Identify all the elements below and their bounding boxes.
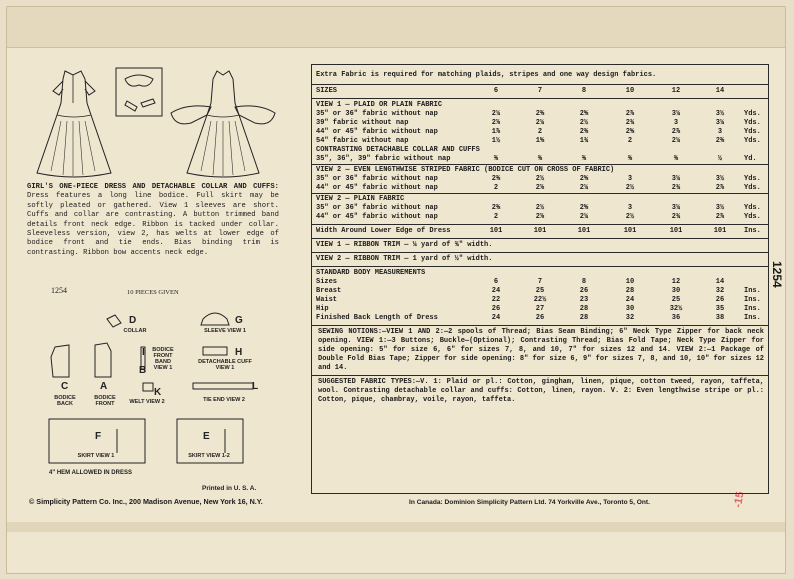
size-7-value: 7 xyxy=(537,278,543,286)
suggested-fabrics: SUGGESTED FABRIC TYPES:—V. 1: Plaid or pl.: Cotton, gingham, linen, pique, cotton tweed, rayon, taffeta, wool. Contrasting detachable collar and cuffs: Cotton, linen, rayon. V. 2: Even lengthwise stripe or pl.: Cotton, pique, chambray, voile, rayon, taffeta. xyxy=(318,378,764,404)
sewing-notions: SEWING NOTIONS:—VIEW 1 AND 2:—2 spools of Thread; Bias Seam Binding; 6" Neck Type Zipper for back neck opening. VIEW 1:—3 Buttons; Buckle—(Optional); Contrasting Thread; Bias Fold Tape; Neck Type Zipper for side opening: 5" for size 6, 6" for sizes 7, 8, and 10, 7" for sizes 12 and 14. VIEW 2:—1 Package of Double Fold Bias Tape; Zipper for side opening: 8" for size 6, 9" for sizes 7, 8, and 10, 10" for sizes 12 and 14. xyxy=(318,328,764,372)
canada-line: In Canada: Dominion Simplicity Pattern Ltd. 74 Yorkville Ave., Toronto 5, Ont. xyxy=(409,499,650,506)
size-7-value: 26 xyxy=(535,314,545,322)
table-rule xyxy=(312,375,768,376)
size-7-value: 1⅝ xyxy=(535,137,545,145)
row-label: Width Around Lower Edge of Dress xyxy=(316,227,451,235)
size-12-value: 3¼ xyxy=(671,175,681,183)
size-12-value: 2⅞ xyxy=(671,128,681,136)
row-label: Breast xyxy=(316,287,342,295)
size-7-value: 7 xyxy=(537,87,543,95)
hem-note: 4" HEM ALLOWED IN DRESS xyxy=(49,470,132,476)
size-8-value: 28 xyxy=(579,314,589,322)
piece-f-letter: F xyxy=(95,431,102,442)
row-label: 44" or 45" fabric without nap xyxy=(316,213,438,221)
size-14-value: 2⅞ xyxy=(715,213,725,221)
size-6-value: 2⅛ xyxy=(491,119,501,127)
size-14-value: 14 xyxy=(715,278,725,286)
size-6-value: 2⅜ xyxy=(491,175,501,183)
size-12-value: 36 xyxy=(671,314,681,322)
size-8-value: 2¼ xyxy=(579,213,589,221)
table-rule xyxy=(312,252,768,253)
size-6-value: 2⅜ xyxy=(491,204,501,212)
piece-k-letter: K xyxy=(154,387,162,398)
table-rule xyxy=(312,98,768,99)
size-8-value: 2⅝ xyxy=(579,110,589,118)
size-8-value: ⅜ xyxy=(581,155,587,163)
size-8-value: 26 xyxy=(579,287,589,295)
price-stamp: -15 xyxy=(731,490,747,509)
row-unit: Yds. xyxy=(744,110,761,118)
table-rule xyxy=(312,325,768,326)
row-unit: Ins. xyxy=(744,227,761,235)
size-12-value: 2¼ xyxy=(671,137,681,145)
size-14-value: 3½ xyxy=(715,204,725,212)
size-7-value: 2⅜ xyxy=(535,110,545,118)
size-14-value: 101 xyxy=(713,227,727,235)
size-10-value: 3 xyxy=(627,175,633,183)
size-12-value: 30 xyxy=(671,287,681,295)
size-8-value: 2⅜ xyxy=(579,128,589,136)
size-12-value: 25 xyxy=(671,296,681,304)
section-heading: CONTRASTING DETACHABLE COLLAR AND CUFFS xyxy=(316,146,480,154)
size-7-value: 22½ xyxy=(533,296,547,304)
fold-crease xyxy=(7,522,785,532)
size-7-value: 2½ xyxy=(535,175,545,183)
size-14-value: 2⅜ xyxy=(715,137,725,145)
size-10-value: 2⅞ xyxy=(625,110,635,118)
size-6-value: 6 xyxy=(493,278,499,286)
yardage-table xyxy=(311,64,769,494)
ribbon-trim-view-2: VIEW 2 — RIBBON TRIM — 1 yard of ½" width. xyxy=(316,255,493,263)
row-label: 44" or 45" fabric without nap xyxy=(316,184,438,192)
size-7-value: 2 xyxy=(537,128,543,136)
envelope-flap xyxy=(7,7,785,48)
size-14-value: 26 xyxy=(715,296,725,304)
side-pattern-number: 1254 xyxy=(770,261,784,288)
piece-h-letter: H xyxy=(235,347,243,358)
description-body: Dress features a long line bodice. Full skirt may be softly pleated or gathered. View 1 sleeves are short. Cuffs and collar are contrasting. A button trimmed band details front neck edge. Ribbon is tacked under collar. Sleeveless version, view 2, has welts at lower edge of bodice front and tie ends. Bias binding trim is contrasting. Ribbon bow accents neck edge. xyxy=(27,192,279,257)
size-8-value: 2½ xyxy=(579,119,589,127)
row-label: Waist xyxy=(316,296,338,304)
size-8-value: 1¾ xyxy=(579,137,589,145)
size-8-value: 101 xyxy=(577,227,591,235)
piece-a-label: BODICE FRONT xyxy=(94,395,116,407)
piece-i-letter: I xyxy=(142,347,145,358)
extra-fabric-note: Extra Fabric is required for matching plaids, stripes and one way design fabrics. xyxy=(316,71,657,79)
size-14-value: 3 xyxy=(717,128,723,136)
row-label: 54" fabric without nap xyxy=(316,137,409,145)
piece-c-letter: C xyxy=(61,381,69,392)
size-8-value: 23 xyxy=(579,296,589,304)
size-12-value: ⅜ xyxy=(673,155,679,163)
size-6-value: 1½ xyxy=(491,137,501,145)
size-10-value: 2 xyxy=(627,137,633,145)
size-6-value: 2¼ xyxy=(491,110,501,118)
size-14-value: 35 xyxy=(715,305,725,313)
printed-in-usa: Printed in U. S. A. xyxy=(202,485,257,492)
size-6-value: ⅜ xyxy=(493,155,499,163)
piece-b-letter: B xyxy=(139,365,147,376)
dress-back-view-illustration xyxy=(35,69,113,181)
piece-d-letter: D xyxy=(129,315,137,326)
size-7-value: 101 xyxy=(533,227,547,235)
size-12-value: 101 xyxy=(669,227,683,235)
size-12-value: 2¾ xyxy=(671,184,681,192)
size-10-value: 28 xyxy=(625,287,635,295)
size-10-value: 3 xyxy=(627,204,633,212)
table-rule xyxy=(312,224,768,225)
row-unit: Yds. xyxy=(744,184,761,192)
piece-i-label: BODICE FRONT BAND VIEW 1 xyxy=(152,347,174,371)
row-unit: Ins. xyxy=(744,305,761,313)
row-unit: Yds. xyxy=(744,119,761,127)
size-10-value: 10 xyxy=(625,87,635,95)
row-label: 44" or 45" fabric without nap xyxy=(316,128,438,136)
size-7-value: 2⅛ xyxy=(535,184,545,192)
size-8-value: 8 xyxy=(581,87,587,95)
size-6-value: 24 xyxy=(491,287,501,295)
size-7-value: 25 xyxy=(535,287,545,295)
size-7-value: 27 xyxy=(535,305,545,313)
table-rule xyxy=(312,84,768,85)
size-12-value: 3 xyxy=(673,119,679,127)
body-measurements-heading: STANDARD BODY MEASUREMENTS xyxy=(316,269,426,277)
row-unit: Yds. xyxy=(744,137,761,145)
pattern-number: 1254 xyxy=(51,286,67,295)
size-10-value: 24 xyxy=(625,296,635,304)
section-heading: VIEW 2 — EVEN LENGTHWISE STRIPED FABRIC (BODICE CUT ON CROSS OF FABRIC) xyxy=(316,166,615,174)
piece-h-label: DETACHABLE CUFF VIEW 1 xyxy=(198,359,252,371)
size-14-value: 32 xyxy=(715,287,725,295)
size-12-value: 3¼ xyxy=(671,110,681,118)
piece-d-label: COLLAR xyxy=(123,328,147,334)
size-10-value: 2⅝ xyxy=(625,128,635,136)
row-unit: Yd. xyxy=(744,155,757,163)
row-unit: Yds. xyxy=(744,175,761,183)
piece-g-label: SLEEVE VIEW 1 xyxy=(204,328,246,334)
description-title: GIRL'S ONE-PIECE DRESS AND DETACHABLE COLLAR AND CUFFS: xyxy=(27,183,279,191)
row-unit: Ins. xyxy=(744,287,761,295)
size-12-value: 3¼ xyxy=(671,204,681,212)
size-7-value: ⅜ xyxy=(537,155,543,163)
piece-g-letter: G xyxy=(235,315,243,326)
size-12-value: 2¾ xyxy=(671,213,681,221)
section-heading: VIEW 1 — PLAID OR PLAIN FABRIC xyxy=(316,101,443,109)
size-10-value: 101 xyxy=(623,227,637,235)
row-label: 39" fabric without nap xyxy=(316,119,409,127)
size-6-value: 2 xyxy=(493,184,499,192)
row-unit: Ins. xyxy=(744,314,761,322)
size-14-value: ½ xyxy=(717,155,723,163)
pattern-description xyxy=(27,183,279,258)
piece-f-label: SKIRT VIEW 1 xyxy=(77,453,115,459)
ribbon-trim-view-1: VIEW 1 — RIBBON TRIM — ¼ yard of ¾" width. xyxy=(316,241,493,249)
envelope-back xyxy=(6,6,786,574)
row-label: Sizes xyxy=(316,278,338,286)
table-rule xyxy=(312,193,768,194)
size-10-value: 2¾ xyxy=(625,119,635,127)
size-12-value: 32½ xyxy=(669,305,683,313)
row-label: Hip xyxy=(316,305,329,313)
size-14-value: 3¼ xyxy=(715,119,725,127)
piece-e-label: SKIRT VIEW 1-2 xyxy=(188,453,230,459)
row-label: 35" or 36" fabric without nap xyxy=(316,110,438,118)
row-label: 35" or 36" fabric without nap xyxy=(316,175,438,183)
size-12-value: 12 xyxy=(671,87,681,95)
pieces-given: 10 PIECES GIVEN xyxy=(127,289,179,296)
row-label: Finished Back Length of Dress xyxy=(316,314,438,322)
copyright-line: © Simplicity Pattern Co. Inc., 200 Madison Avenue, New York 16, N.Y. xyxy=(29,497,263,506)
piece-e-letter: E xyxy=(203,431,210,442)
row-label: SIZES xyxy=(316,87,338,95)
size-6-value: 101 xyxy=(489,227,503,235)
size-8-value: 28 xyxy=(579,305,589,313)
row-label: 35" or 36" fabric without nap xyxy=(316,204,438,212)
size-14-value: 38 xyxy=(715,314,725,322)
size-6-value: 2 xyxy=(493,213,499,221)
size-10-value: 10 xyxy=(625,278,635,286)
section-heading: VIEW 2 — PLAIN FABRIC xyxy=(316,195,405,203)
size-6-value: 26 xyxy=(491,305,501,313)
row-unit: Yds. xyxy=(744,128,761,136)
piece-c-label: BODICE BACK xyxy=(54,395,76,407)
size-7-value: 2¼ xyxy=(535,119,545,127)
size-10-value: 32 xyxy=(625,314,635,322)
size-6-value: 6 xyxy=(493,87,499,95)
size-10-value: 2½ xyxy=(625,184,635,192)
table-rule xyxy=(312,238,768,239)
size-14-value: 3½ xyxy=(715,110,725,118)
size-10-value: 2½ xyxy=(625,213,635,221)
size-10-value: ⅜ xyxy=(627,155,633,163)
piece-l-label: TIE END VIEW 2 xyxy=(203,397,245,403)
size-14-value: 14 xyxy=(715,87,725,95)
size-10-value: 30 xyxy=(625,305,635,313)
piece-l-letter: L xyxy=(252,381,259,392)
piece-k-label: WELT VIEW 2 xyxy=(129,399,165,405)
size-8-value: 8 xyxy=(581,278,587,286)
size-6-value: 22 xyxy=(491,296,501,304)
size-14-value: 3½ xyxy=(715,175,725,183)
size-7-value: 2⅛ xyxy=(535,213,545,221)
row-unit: Yds. xyxy=(744,204,761,212)
size-6-value: 1⅞ xyxy=(491,128,501,136)
size-7-value: 2½ xyxy=(535,204,545,212)
collar-detail-illustration xyxy=(115,67,163,117)
piece-a-letter: A xyxy=(100,381,108,392)
dress-front-view-illustration xyxy=(167,69,277,181)
size-12-value: 12 xyxy=(671,278,681,286)
row-unit: Yds. xyxy=(744,213,761,221)
row-unit: Ins. xyxy=(744,296,761,304)
size-8-value: 2⅝ xyxy=(579,175,589,183)
table-rule xyxy=(312,266,768,267)
size-6-value: 24 xyxy=(491,314,501,322)
size-8-value: 2⅝ xyxy=(579,204,589,212)
table-rule xyxy=(312,164,768,165)
size-14-value: 2⅞ xyxy=(715,184,725,192)
size-8-value: 2¼ xyxy=(579,184,589,192)
row-label: 35", 36", 39" fabric without nap xyxy=(316,155,451,163)
